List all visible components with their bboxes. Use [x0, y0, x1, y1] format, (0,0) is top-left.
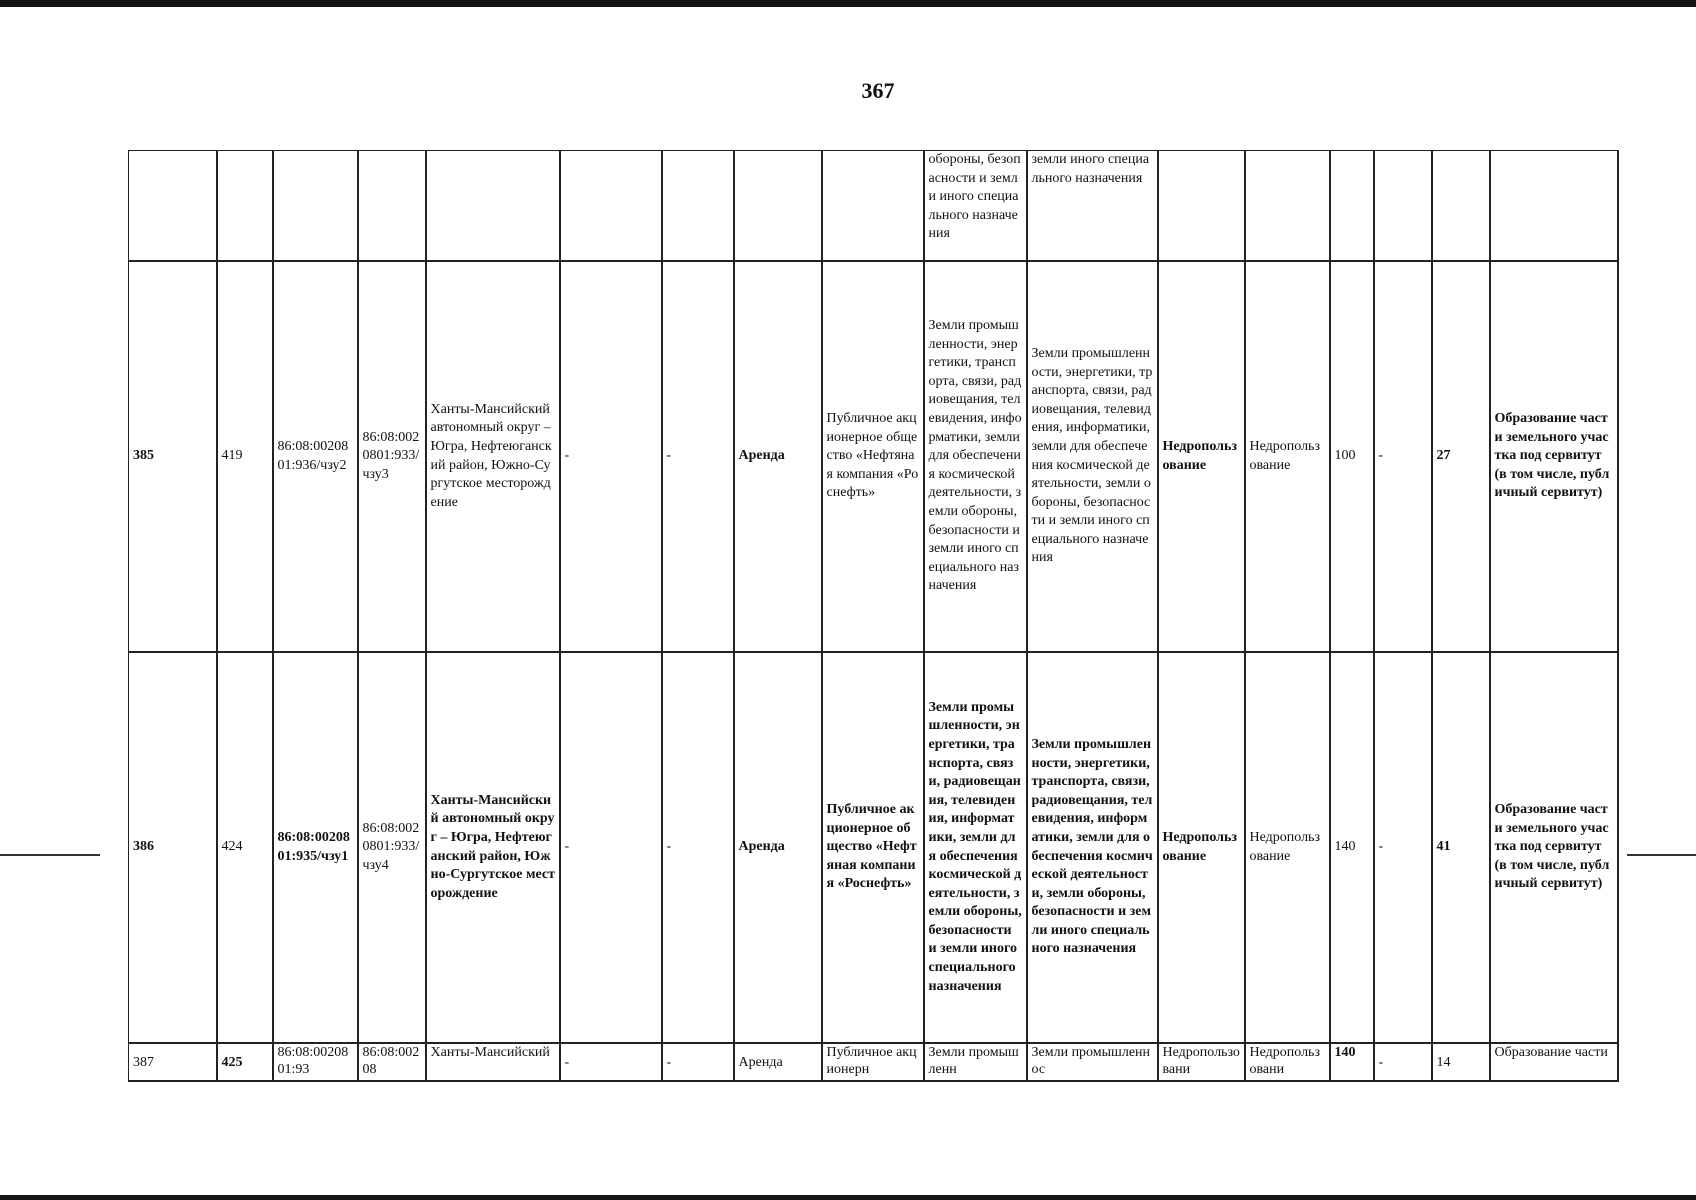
land-category-new-cell: Земли промышленности, энергетики, транспорта, связи, радиовещания, телевидения, информатики, земли для обеспечения космической деятельности, земли обороны, безопасности и земли иного специального назначения	[1027, 261, 1158, 652]
row-number-cell: 386	[129, 652, 217, 1043]
rights-holder-cell: Публичное акционерное общество «Нефтяная компания «Роснефть»	[822, 652, 924, 1043]
permitted-use-cell: Недропользование	[1158, 652, 1245, 1043]
part-number-cell	[358, 151, 426, 262]
row-number-cell: 385	[129, 261, 217, 652]
value-cell: 27	[1432, 261, 1490, 652]
purpose-cell	[1490, 151, 1618, 262]
empty-cell: -	[662, 261, 734, 652]
table-row	[129, 652, 1618, 1043]
land-category-cell: Земли промышленности, энергетики, транспорта, связи, радиовещания, телевидения, информатики, земли для обеспечения космической деятельности, земли обороны, безопасности и земли иного специального назначения	[924, 261, 1027, 652]
land-category-cell: Земли промышленности, энергетики, транспорта, связи, радиовещания, телевидения, информатики, земли для обеспечения космической деятельности, земли обороны, безопасности и земли иного специального назначения	[924, 652, 1027, 1043]
empty-cell: -	[1374, 1043, 1432, 1081]
purpose-cell: Образование части земельного участка под сервитут (в том числе, публичный сервитут)	[1490, 261, 1618, 652]
scan-side-line-right	[1627, 854, 1696, 856]
area-cell	[1330, 151, 1374, 262]
empty-cell: -	[1374, 652, 1432, 1043]
table-row	[129, 1043, 1618, 1081]
row-number-cell	[129, 151, 217, 262]
land-category-cell: Земли промышленн	[924, 1043, 1027, 1081]
record-id-cell	[217, 151, 273, 262]
empty-cell: -	[560, 652, 662, 1043]
table-row	[129, 151, 1618, 262]
land-category-cell: обороны, безопасности и земли иного специального назначения	[924, 151, 1027, 262]
bottom-scan-border	[0, 1195, 1696, 1200]
address-cell: Ханты-Мансийский	[426, 1043, 560, 1081]
area-cell: 100	[1330, 261, 1374, 652]
scan-side-line-left	[0, 854, 100, 856]
permitted-use-new-cell: Недропользование	[1245, 652, 1330, 1043]
right-type-cell: Аренда	[734, 652, 822, 1043]
right-type-cell	[734, 151, 822, 262]
empty-cell: -	[1374, 261, 1432, 652]
empty-cell: -	[662, 652, 734, 1043]
record-id-cell: 424	[217, 652, 273, 1043]
rights-holder-cell	[822, 151, 924, 262]
parcel-number-cell: 86:08:0020801:936/чзу2	[273, 261, 358, 652]
right-type-cell: Аренда	[734, 261, 822, 652]
empty-cell: -	[662, 1043, 734, 1081]
land-register-table	[128, 150, 1619, 1082]
rights-holder-cell: Публичное акционерн	[822, 1043, 924, 1081]
permitted-use-cell: Недропользовани	[1158, 1043, 1245, 1081]
empty-cell	[560, 151, 662, 262]
row-number-cell: 387	[129, 1043, 217, 1081]
parcel-number-cell: 86:08:0020801:935/чзу1	[273, 652, 358, 1043]
part-number-cell: 86:08:00208	[358, 1043, 426, 1081]
purpose-cell: Образование части	[1490, 1043, 1618, 1081]
rights-holder-cell: Публичное акционерное общество «Нефтяная компания «Роснефть»	[822, 261, 924, 652]
record-id-cell: 425	[217, 1043, 273, 1081]
empty-cell: -	[560, 1043, 662, 1081]
part-number-cell: 86:08:0020801:933/чзу4	[358, 652, 426, 1043]
parcel-number-cell: 86:08:0020801:93	[273, 1043, 358, 1081]
address-cell: Ханты-Мансийский автономный округ – Югра, Нефтеюганский район, Южно-Сургутское месторождение	[426, 652, 560, 1043]
area-cell: 140	[1330, 1043, 1374, 1081]
value-cell: 14	[1432, 1043, 1490, 1081]
page-number: 367	[861, 78, 895, 103]
part-number-cell: 86:08:0020801:933/чзу3	[358, 261, 426, 652]
empty-cell: -	[560, 261, 662, 652]
empty-cell	[1374, 151, 1432, 262]
address-cell	[426, 151, 560, 262]
parcel-number-cell	[273, 151, 358, 262]
top-scan-border	[0, 0, 1696, 7]
table-row	[129, 261, 1618, 652]
record-id-cell: 419	[217, 261, 273, 652]
land-category-new-cell: Земли промышленности, энергетики, транспорта, связи, радиовещания, телевидения, информатики, земли для обеспечения космической деятельности, земли обороны, безопасности и земли иного специального назначения	[1027, 652, 1158, 1043]
land-category-new-cell: Земли промышленнос	[1027, 1043, 1158, 1081]
land-category-new-cell: земли иного специального назначения	[1027, 151, 1158, 262]
value-cell: 41	[1432, 652, 1490, 1043]
value-cell	[1432, 151, 1490, 262]
permitted-use-cell	[1158, 151, 1245, 262]
permitted-use-new-cell: Недропользование	[1245, 261, 1330, 652]
permitted-use-new-cell: Недропользовани	[1245, 1043, 1330, 1081]
address-cell: Ханты-Мансийский автономный округ – Югра, Нефтеюганский район, Южно-Сургутское месторождение	[426, 261, 560, 652]
permitted-use-cell: Недропользование	[1158, 261, 1245, 652]
area-cell: 140	[1330, 652, 1374, 1043]
empty-cell	[662, 151, 734, 262]
permitted-use-new-cell	[1245, 151, 1330, 262]
right-type-cell: Аренда	[734, 1043, 822, 1081]
purpose-cell: Образование части земельного участка под сервитут (в том числе, публичный сервитут)	[1490, 652, 1618, 1043]
